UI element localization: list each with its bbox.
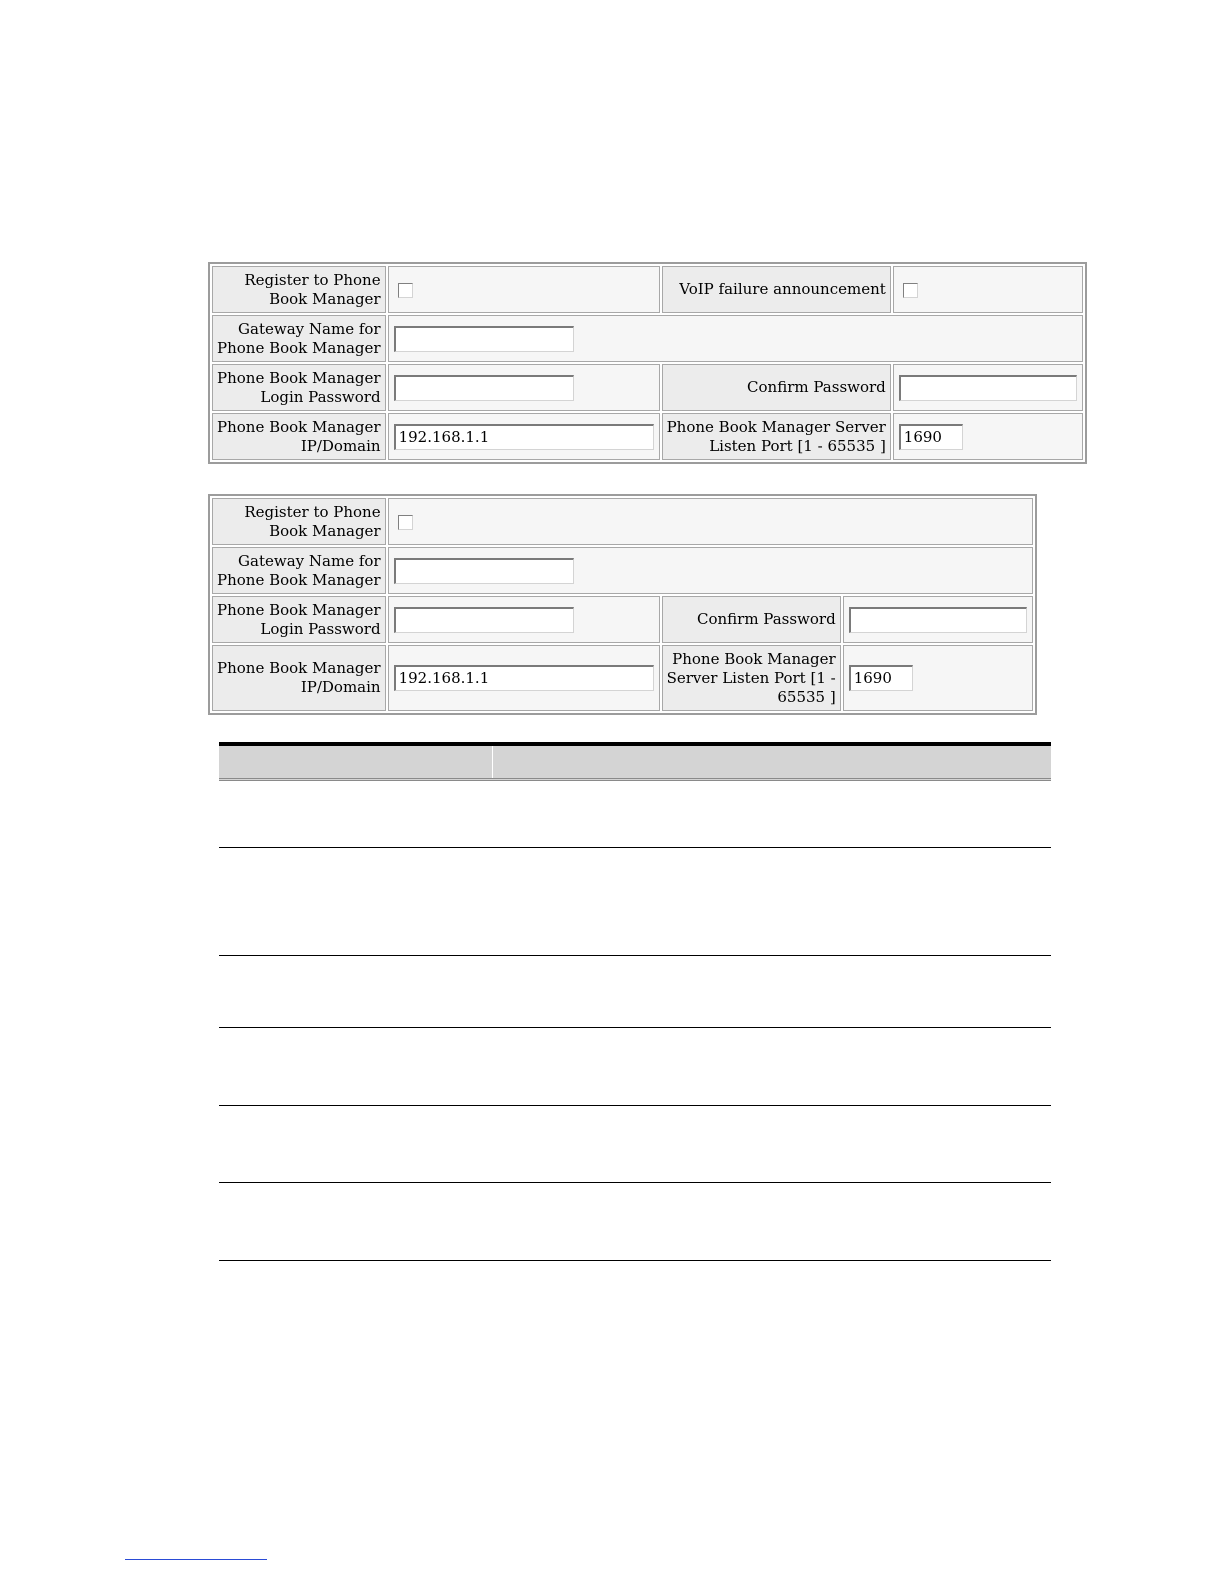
gateway-name-cell	[388, 315, 1083, 362]
confirm-password-input[interactable]	[899, 375, 1077, 401]
gateway-name-input[interactable]	[394, 326, 574, 352]
confirm-password-cell	[843, 596, 1033, 643]
gateway-name-label: Gateway Name for Phone Book Manager	[212, 547, 386, 594]
voip-failure-checkbox[interactable]	[903, 283, 918, 298]
table-row	[219, 1028, 1051, 1106]
login-password-input[interactable]	[394, 607, 574, 633]
register-label: Register to Phone Book Manager	[212, 498, 386, 545]
login-password-label: Phone Book Manager Login Password	[212, 596, 386, 643]
register-checkbox[interactable]	[398, 515, 413, 530]
header-cell-object	[219, 746, 493, 778]
register-label: Register to Phone Book Manager	[212, 266, 386, 313]
server-port-cell	[843, 645, 1033, 711]
voip-failure-label: VoIP failure announcement	[662, 266, 891, 313]
gateway-name-cell	[388, 547, 1033, 594]
register-cell	[388, 266, 660, 313]
login-password-cell	[388, 596, 660, 643]
table-row	[219, 848, 1051, 956]
ip-domain-label: Phone Book Manager IP/Domain	[212, 645, 386, 711]
confirm-password-input[interactable]	[849, 607, 1027, 633]
table-row	[219, 781, 1051, 848]
server-port-cell	[893, 413, 1083, 460]
register-cell	[388, 498, 1033, 545]
footer-divider	[125, 1559, 267, 1560]
header-cell-description	[493, 746, 1051, 778]
register-checkbox[interactable]	[398, 283, 413, 298]
phone-book-settings-panel-1	[208, 262, 1087, 464]
table-row	[219, 1183, 1051, 1261]
server-port-label: Phone Book Manager Server Listen Port [1 - 65535 ]	[662, 413, 891, 460]
login-password-cell	[388, 364, 660, 411]
table-row	[219, 956, 1051, 1028]
server-port-input[interactable]: 1690	[849, 665, 913, 691]
description-table	[219, 742, 1051, 1261]
login-password-input[interactable]	[394, 375, 574, 401]
ip-domain-cell	[388, 645, 660, 711]
confirm-password-label: Confirm Password	[662, 364, 891, 411]
ip-domain-input[interactable]: 192.168.1.1	[394, 424, 654, 450]
phone-book-settings-panel-2	[208, 494, 1037, 715]
voip-failure-cell	[893, 266, 1083, 313]
confirm-password-label: Confirm Password	[662, 596, 841, 643]
confirm-password-cell	[893, 364, 1083, 411]
description-table-header	[219, 742, 1051, 781]
table-row	[219, 1106, 1051, 1183]
gateway-name-input[interactable]	[394, 558, 574, 584]
ip-domain-label: Phone Book Manager IP/Domain	[212, 413, 386, 460]
ip-domain-cell	[388, 413, 660, 460]
gateway-name-label: Gateway Name for Phone Book Manager	[212, 315, 386, 362]
ip-domain-input[interactable]: 192.168.1.1	[394, 665, 654, 691]
server-port-label: Phone Book Manager Server Listen Port [1 - 65535 ]	[662, 645, 841, 711]
login-password-label: Phone Book Manager Login Password	[212, 364, 386, 411]
server-port-input[interactable]: 1690	[899, 424, 963, 450]
